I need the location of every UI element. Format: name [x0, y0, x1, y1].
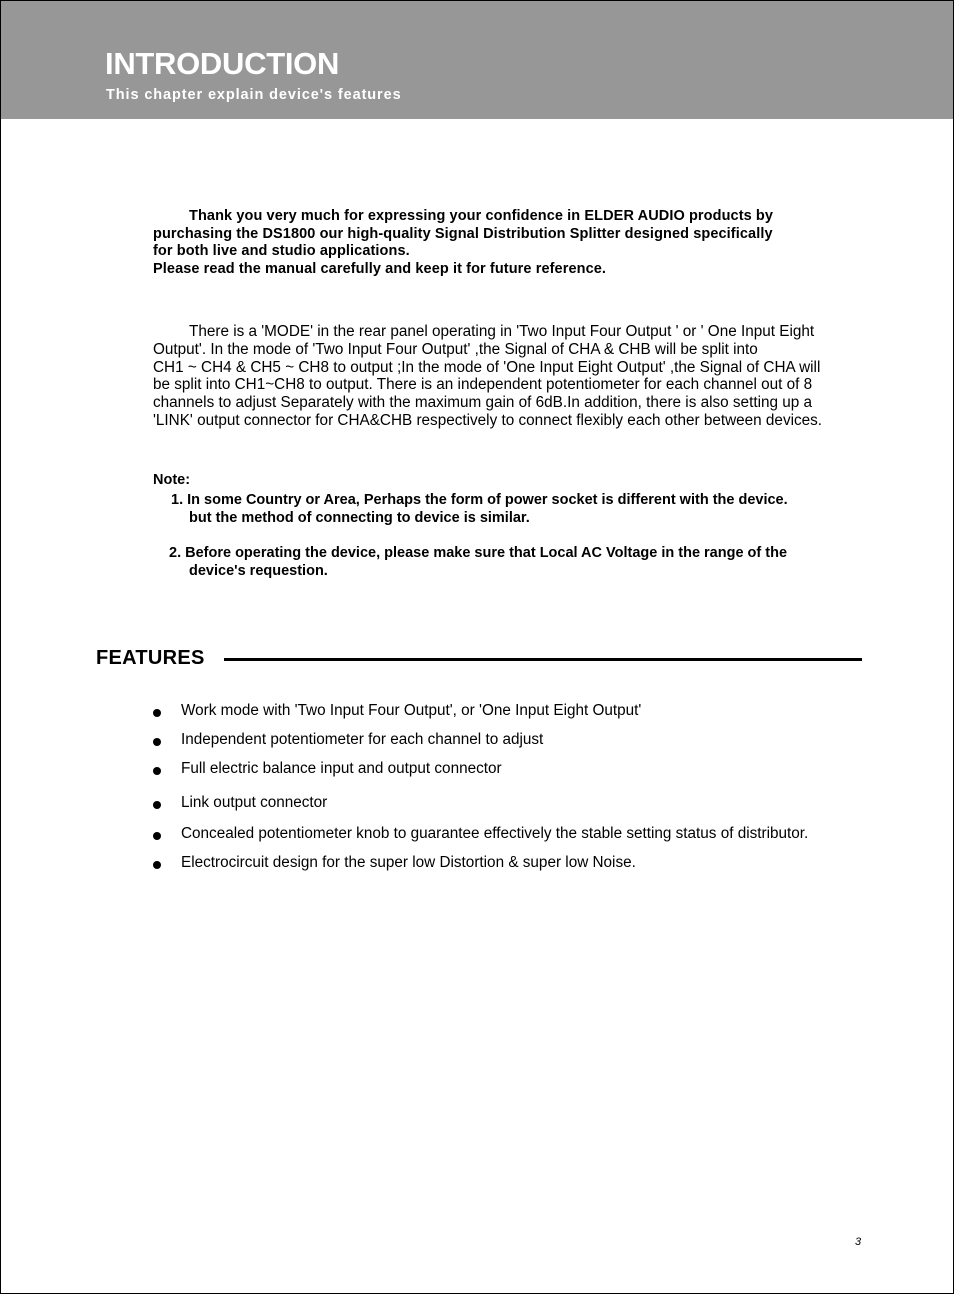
intro-line: 'LINK' output connector for CHA&CHB respectively to connect flexibly each other between devices.	[153, 411, 823, 429]
bullet-icon	[153, 738, 161, 746]
thank-you-paragraph	[153, 208, 873, 278]
thank-you-line: for both live and studio applications.	[153, 243, 410, 259]
feature-text: Link output connector	[181, 794, 328, 811]
feature-text: Concealed potentiometer knob to guarantee effectively the stable setting status of distributor.	[181, 825, 809, 842]
bullet-icon	[153, 801, 161, 809]
page-subtitle: This chapter explain device's features	[106, 87, 402, 103]
bullet-icon	[153, 832, 161, 840]
note-item-1: 1. In some Country or Area, Perhaps the form of power socket is different with the device.	[171, 492, 788, 508]
note-item-2: 2. Before operating the device, please make sure that Local AC Voltage in the range of the	[169, 545, 788, 561]
feature-text: Electrocircuit design for the super low Distortion & super low Noise.	[181, 854, 636, 871]
intro-line: CH1 ~ CH4 & CH5 ~ CH8 to output ;In the mode of 'One Input Eight Output' ,the Signal of CHA will	[153, 358, 821, 376]
bullet-icon	[153, 709, 161, 717]
note-label: Note:	[153, 472, 191, 488]
bullet-icon	[153, 861, 161, 869]
page-number: 3	[855, 1236, 862, 1248]
thank-you-line: purchasing the DS1800 our high-quality Signal Distribution Splitter designed specifically	[153, 225, 773, 242]
intro-line: Output'. In the mode of 'Two Input Four Output' ,the Signal of CHA & CHB will be split into	[153, 340, 758, 358]
bullet-icon	[153, 767, 161, 775]
note-item-1-continued: but the method of connecting to device is similar.	[189, 510, 530, 526]
page-title: INTRODUCTION	[105, 46, 340, 81]
features-heading: FEATURES	[96, 647, 205, 669]
intro-line: There is a 'MODE' in the rear panel operating in 'Two Input Four Output ' or ' One Input Eight	[189, 323, 815, 340]
note-item-2-continued: device's requestion.	[189, 563, 328, 579]
thank-you-line: Thank you very much for expressing your confidence in ELDER AUDIO products by	[189, 208, 774, 224]
intro-line: be split into CH1~CH8 to output. There is an independent potentiometer for each channel out of 8	[153, 376, 813, 394]
feature-text: Work mode with 'Two Input Four Output', or 'One Input Eight Output'	[181, 702, 642, 719]
feature-text: Full electric balance input and output connector	[181, 760, 502, 777]
note-section	[153, 471, 873, 580]
header-band	[1, 1, 953, 119]
intro-paragraph	[153, 323, 873, 430]
intro-line: channels to adjust Separately with the maximum gain of 6dB.In addition, there is also setting up a	[153, 394, 812, 412]
features-divider	[224, 658, 862, 661]
feature-text: Independent potentiometer for each channel to adjust	[181, 731, 544, 748]
thank-you-line: Please read the manual carefully and keep it for future reference.	[153, 260, 607, 277]
